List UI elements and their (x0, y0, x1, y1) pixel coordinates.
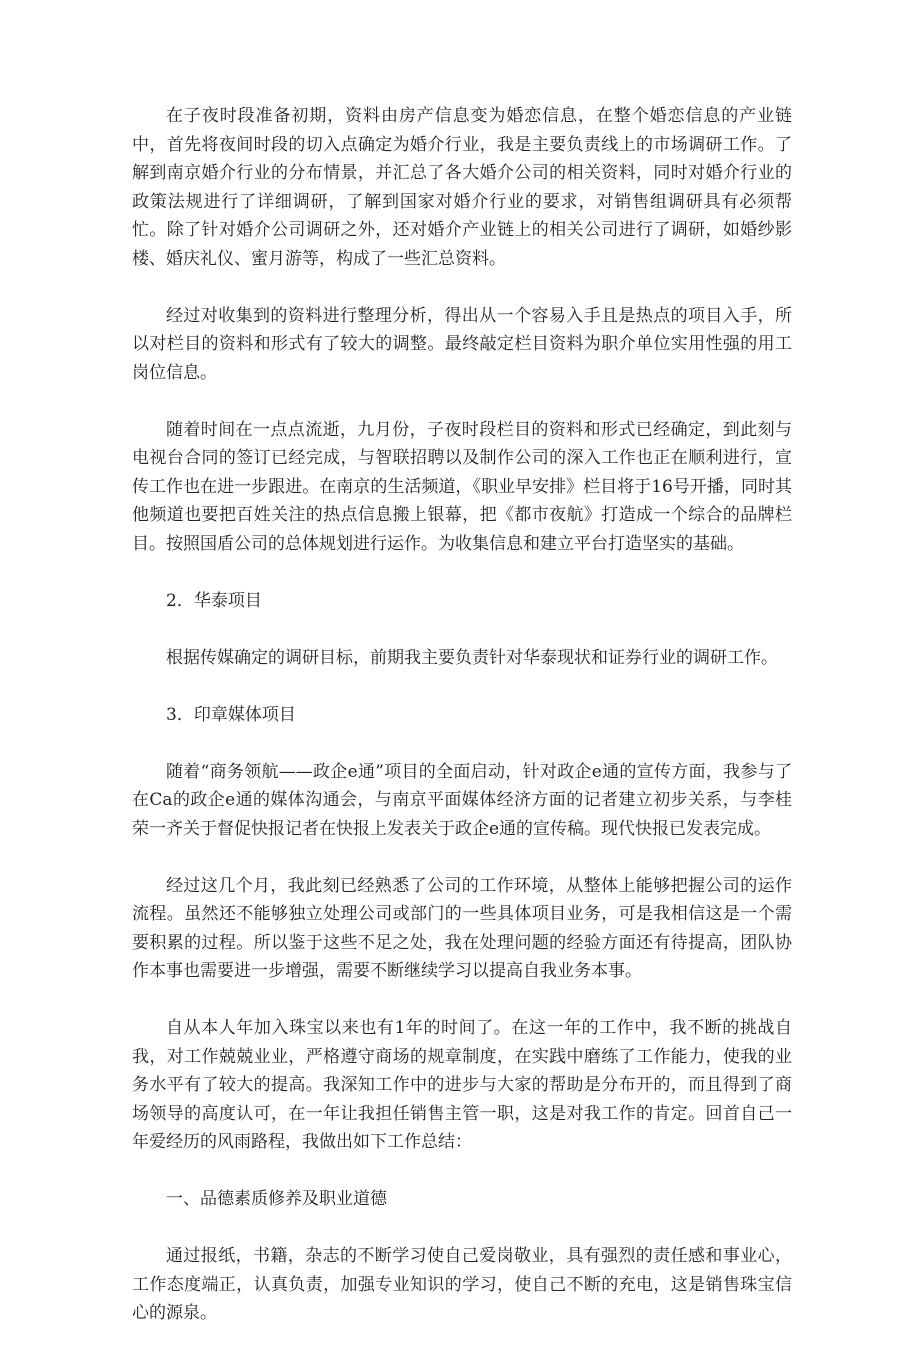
paragraph-program-progress: 随着时间在一点点流逝，九月份，子夜时段栏目的资料和形式已经确定，到此刻与电视台合同的签订已经完成，与智联招聘以及制作公司的深入工作也正在顺利进行，宣传工作也在进一步跟进。在南京的生活频道，《职业早安排》栏目将于16号开播，同时其他频道也要把百姓关注的热点信息搬上银幕，把《都市夜航》打造成一个综合的品牌栏目。按照国盾公司的总体规划进行运作。为收集信息和建立平台打造坚实的基础。 (132, 419, 792, 554)
paragraph-self-reflection: 经过这几个月，我此刻已经熟悉了公司的工作环境，从整体上能够把握公司的运作流程。虽然还不能够独立处理公司或部门的一些具体项目业务，可是我相信这是一个需要积累的过程。所以鉴于这些不足之处，我在处理问题的经验方面还有待提高，团队协作本事也需要进一步增强，需要不断继续学习以提高自我业务本事。 (132, 875, 792, 981)
section-heading-huatai: 2．华泰项目 (166, 590, 262, 611)
paragraph-huatai-research: 根据传媒确定的调研目标，前期我主要负责针对华泰现状和证券行业的调研工作。 (166, 647, 778, 668)
paragraph-jewelry-summary: 自从本人年加入珠宝以来也有1年的时间了。在这一年的工作中，我不断的挑战自我，对工作兢兢业业，严格遵守商场的规章制度，在实践中磨练了工作能力，使我的业务水平有了较大的提高。我深知工作中的进步与大家的帮助是分布开的，而且得到了商场领导的高度认可，在一年让我担任销售主管一职，这是对我工作的肯定。回首自己一年爱经历的风雨路程，我做出如下工作总结： (132, 1018, 792, 1152)
section-heading-seal-media: 3．印章媒体项目 (166, 704, 296, 725)
document-body (132, 102, 792, 1356)
paragraph-column-adjustment: 经过对收集到的资料进行整理分析，得出从一个容易入手且是热点的项目入手，所以对栏目的资料和形式有了较大的调整。最终敲定栏目资料为职介单位实用性强的用工岗位信息。 (132, 305, 792, 383)
section-heading-ethics: 一、品德素质修养及职业道德 (166, 1189, 387, 1209)
paragraph-seal-media: 随着“商务领航——政企e通”项目的全面启动，针对政企e通的宣传方面，我参与了在Ca的政企e通的媒体沟通会，与南京平面媒体经济方面的记者建立初步关系，与李桂荣一齐关于督促快报记者在快报上发表关于政企e通的宣传稿。现代快报已发表完成。 (132, 761, 792, 839)
paragraph-marriage-research: 在子夜时段准备初期，资料由房产信息变为婚恋信息，在整个婚恋信息的产业链中，首先将夜间时段的切入点确定为婚介行业，我是主要负责线上的市场调研工作。了解到南京婚介行业的分布情景，并汇总了各大婚介公司的相关资料，同时对婚介行业的政策法规进行了详细调研，了解到国家对婚介行业的要求，对销售组调研具有必须帮忙。除了针对婚介公司调研之外，还对婚介产业链上的相关公司进行了调研，如婚纱影楼、婚庆礼仪、蜜月游等，构成了一些汇总资料。 (132, 106, 792, 269)
paragraph-ethics: 通过报纸，书籍，杂志的不断学习使自己爱岗敬业，具有强烈的责任感和事业心，工作态度端正，认真负责，加强专业知识的学习，使自己不断的充电，这是销售珠宝信心的源泉。 (132, 1246, 792, 1323)
